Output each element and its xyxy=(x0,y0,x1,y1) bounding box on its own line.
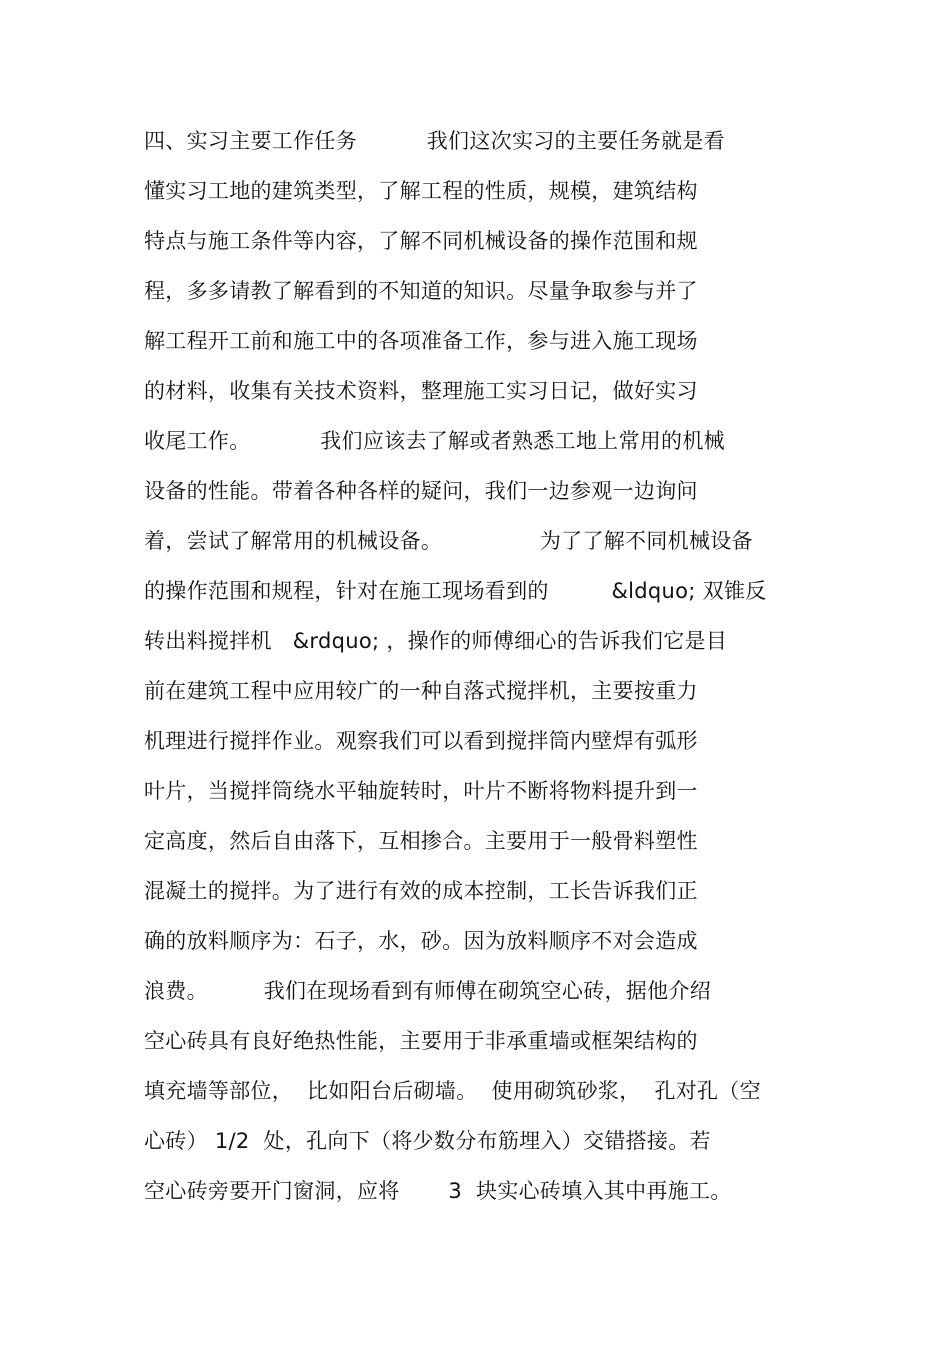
text-line-8: 设备的性能。带着各种各样的疑问，我们一边参观一边询问 xyxy=(144,479,698,503)
text-line-16: 混凝土的搅拌。为了进行有效的成本控制，工长告诉我们正 xyxy=(144,879,698,903)
text-line-14: 叶片，当搅拌筒绕水平轴旋转时，叶片不断将物料提升到一 xyxy=(144,779,698,803)
text-line-22: 空心砖旁要开门窗洞，应将 3 块实心砖填入其中再施工。 xyxy=(144,1179,732,1203)
text-line-18: 浪费。 我们在现场看到有师傅在砌筑空心砖，据他介绍 xyxy=(144,979,711,1003)
text-line-12: 前在建筑工程中应用较广的一种自落式搅拌机，主要按重力 xyxy=(144,679,698,703)
text-line-6: 的材料，收集有关技术资料，整理施工实习日记，做好实习 xyxy=(144,379,698,403)
text-line-17: 确的放料顺序为：石子，水，砂。因为放料顺序不对会造成 xyxy=(144,929,698,953)
text-line-1: 四、实习主要工作任务 我们这次实习的主要任务就是看 xyxy=(144,129,725,153)
text-line-9: 着，尝试了解常用的机械设备。 为了了解不同机械设备 xyxy=(144,529,753,553)
text-line-21: 心砖） 1/2 处，孔向下（将少数分布筋埋入）交错搭接。若 xyxy=(144,1129,711,1153)
text-line-4: 程，多多请教了解看到的不知道的知识。尽量争取参与并了 xyxy=(144,279,698,303)
text-line-5: 解工程开工前和施工中的各项准备工作，参与进入施工现场 xyxy=(144,329,698,353)
text-line-3: 特点与施工条件等内容，了解不同机械设备的操作范围和规 xyxy=(144,229,698,253)
text-line-7: 收尾工作。 我们应该去了解或者熟悉工地上常用的机械 xyxy=(144,429,725,453)
text-line-2: 懂实习工地的建筑类型，了解工程的性质，规模，建筑结构 xyxy=(144,179,698,203)
text-line-11: 转出料搅拌机 &rdquo; ，操作的师傅细心的告诉我们它是目 xyxy=(144,629,728,653)
text-line-13: 机理进行搅拌作业。观察我们可以看到搅拌筒内壁焊有弧形 xyxy=(144,729,698,753)
text-line-15: 定高度，然后自由落下，互相掺合。主要用于一般骨料塑性 xyxy=(144,829,698,853)
text-line-20: 填充墙等部位， 比如阳台后砌墙。 使用砌筑砂浆， 孔对孔（空 xyxy=(144,1079,761,1103)
text-line-10: 的操作范围和规程，针对在施工现场看到的 &ldquo; 双锥反 xyxy=(144,579,767,603)
text-line-19: 空心砖具有良好绝热性能，主要用于非承重墙或框架结构的 xyxy=(144,1029,698,1053)
